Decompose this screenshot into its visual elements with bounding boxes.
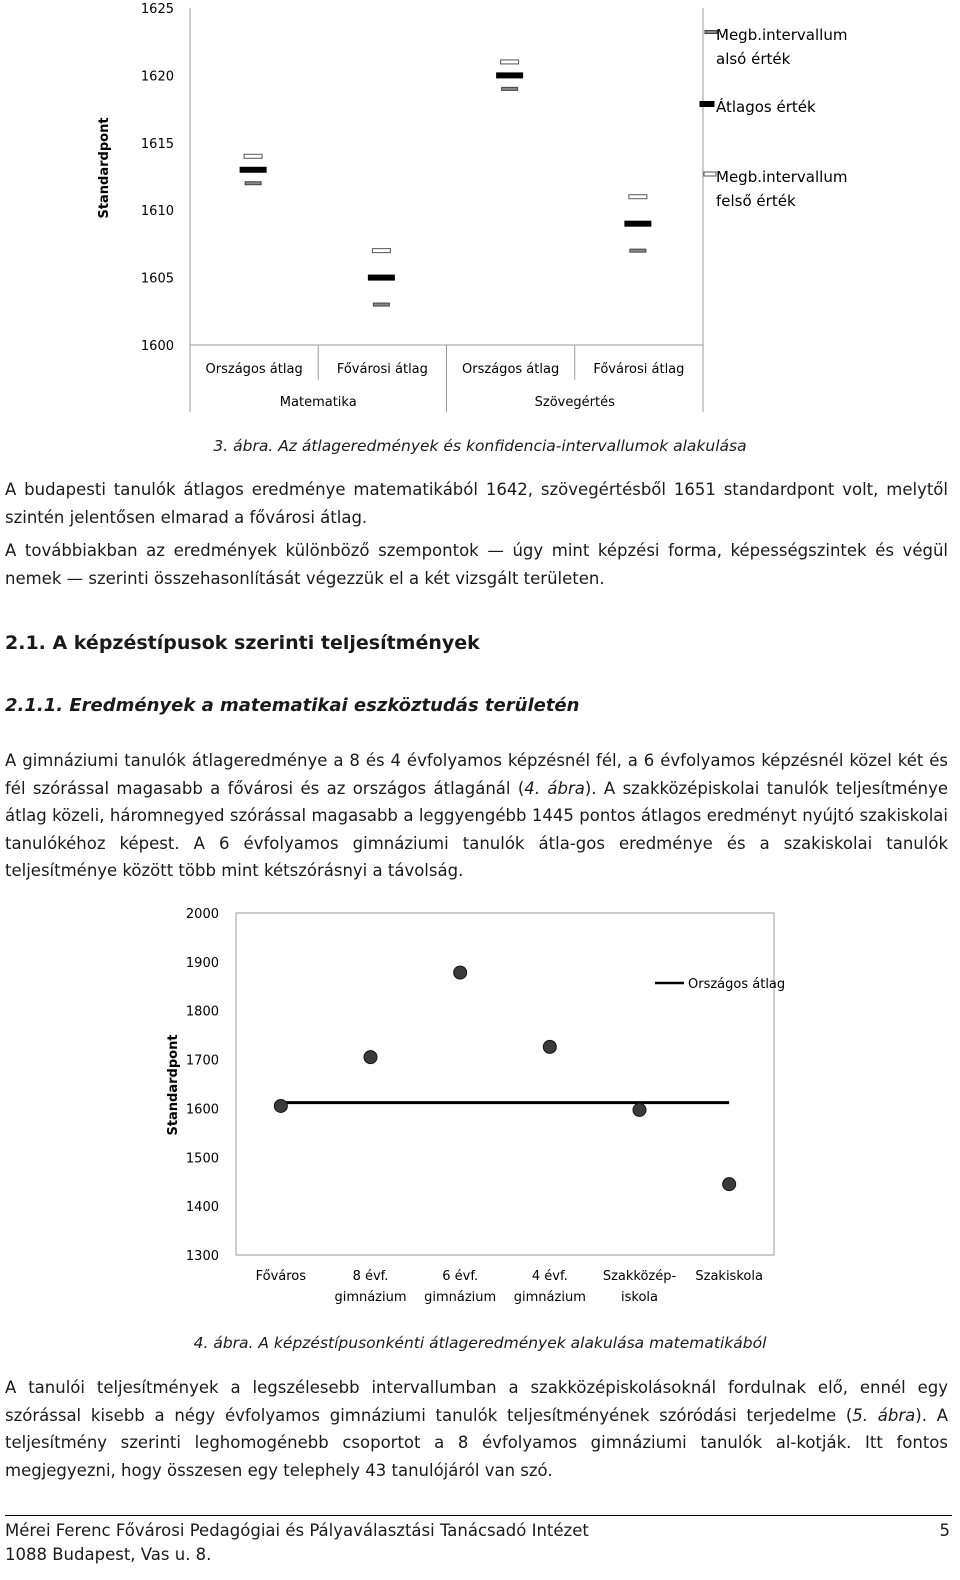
fig4-category-label: gimnázium: [424, 1290, 497, 1305]
figure-4-reference[interactable]: 4. ábra: [524, 778, 585, 798]
fig4-category-label: gimnázium: [334, 1290, 407, 1305]
fig3-category-label: Fővárosi átlag: [336, 362, 428, 377]
fig3-marks: [240, 60, 651, 306]
fig3-marker: [629, 195, 647, 199]
fig4-data-point: [543, 1040, 556, 1053]
fig3-legend: [700, 26, 847, 210]
fig4-data-point: [454, 966, 467, 979]
fig4-tick-label: 1700: [185, 1053, 219, 1069]
fig4-legend-label: Országos átlag: [688, 977, 786, 992]
paragraph-budapest-results: A budapesti tanulók átlagos eredménye matematikából 1642, szövegértésből 1651 standardpont volt, melytől szintén jelentősen elmarad a fővárosi átlag.: [5, 480, 948, 527]
fig3-tick-label: 1615: [140, 136, 174, 152]
fig3-tick-label: 1625: [140, 2, 174, 17]
fig4-category-label: Szakközép-: [602, 1269, 677, 1284]
fig3-marker: [630, 249, 646, 252]
fig3-legend-swatch: [704, 172, 716, 176]
fig3-legend-swatch: [700, 102, 714, 107]
fig4-axes: [166, 907, 774, 1305]
fig4-tick-label: 2000: [185, 907, 219, 922]
fig3-axes: [97, 2, 703, 412]
page-number: 5: [939, 1521, 950, 1540]
fig3-tick-label: 1610: [140, 204, 174, 220]
fig3-legend-label: Megb.intervallum: [716, 26, 848, 44]
fig3-marker: [373, 303, 389, 306]
fig4-data-point: [633, 1103, 646, 1116]
fig3-y-axis-label: Standardpont: [97, 117, 112, 219]
fig3-marker: [240, 167, 266, 172]
fig3-legend-label: alsó érték: [716, 50, 791, 68]
fig3-marker: [244, 154, 262, 158]
fig3-tick-label: 1605: [140, 271, 174, 287]
footer-address: 1088 Budapest, Vas u. 8.: [5, 1545, 212, 1564]
paragraph-comparison-intro: A továbbiakban az eredmények különböző szempontok — úgy mint képzési forma, képességszintek és végül nemek — szerinti összehasonlítását végezzük el a két vizsgált területen.: [5, 541, 948, 588]
fig4-plot-border: [236, 913, 774, 1255]
fig4-category-label: gimnázium: [513, 1290, 586, 1305]
footer-institute: Mérei Ferenc Fővárosi Pedagógiai és Pályaválasztási Tanácsadó Intézet: [5, 1521, 589, 1540]
fig4-category-label: iskola: [621, 1290, 658, 1305]
fig3-marker: [501, 60, 519, 64]
fig4-data-point: [723, 1178, 736, 1191]
figure-3-caption: 3. ábra. Az átlageredmények és konfidencia-intervallumok alakulása: [213, 437, 747, 455]
fig3-category-label: Országos átlag: [205, 362, 303, 377]
fig4-marks: [274, 966, 785, 1191]
figure-5-reference[interactable]: 5. ábra: [852, 1405, 916, 1425]
fig3-group-label: Matematika: [279, 395, 357, 410]
section-heading-2-1: 2.1. A képzéstípusok szerinti teljesítmények: [5, 632, 480, 654]
fig3-legend-label: Megb.intervallum: [716, 168, 848, 186]
section-heading-2-1-1: 2.1.1. Eredmények a matematikai eszköztudás területén: [5, 695, 580, 716]
fig3-marker: [372, 249, 390, 253]
fig4-category-label: 6 évf.: [442, 1269, 479, 1284]
paragraph-gymnasium-results: A gimnáziumi tanulók átlageredménye a 8 és 4 évfolyamos képzésnél fél, a 6 évfolyamos képzésnél közel két és fél szórással magasabb a fővárosi és az országos átlagánál (4. ábra). A szakközépiskolai tanulók teljesítménye átlag közeli, háromnegyed szórással magasabb a leggyengébb 1445 pontos átlagos eredményt nyújtó szakiskolai tanulókéhoz képest. A 6 évfolyamos gimnáziumi tanulók átla-gos eredménye és a szakiskolai tanulók teljesítménye között több mint kétszórásnyi a távolság.: [5, 751, 949, 880]
fig4-category-label: Főváros: [255, 1269, 307, 1284]
fig3-category-label: Országos átlag: [462, 362, 560, 377]
fig3-marker: [625, 221, 651, 226]
fig4-data-point: [274, 1099, 287, 1112]
fig4-tick-label: 1300: [185, 1249, 219, 1264]
fig3-marker: [245, 182, 261, 185]
figure-4-caption: 4. ábra. A képzéstípusonkénti átlageredmények alakulása matematikából: [193, 1334, 767, 1352]
fig3-legend-label: Átlagos érték: [716, 98, 816, 116]
fig4-tick-label: 1900: [185, 955, 219, 971]
fig3-marker: [497, 73, 523, 78]
footer-divider: [5, 1515, 952, 1516]
fig3-group-label: Szövegértés: [534, 395, 615, 410]
fig4-tick-label: 1400: [185, 1200, 219, 1216]
fig4-category-label: 4 évf.: [531, 1269, 568, 1284]
figure-4-chart: [0, 895, 960, 1315]
fig4-category-label: 8 évf.: [352, 1269, 389, 1284]
fig4-tick-label: 1800: [185, 1004, 219, 1020]
fig3-legend-label: felső érték: [716, 192, 796, 210]
fig3-marker: [502, 87, 518, 90]
fig4-category-label: Szakiskola: [695, 1269, 763, 1284]
fig4-data-point: [364, 1051, 377, 1064]
fig4-tick-label: 1500: [185, 1151, 219, 1167]
fig3-tick-label: 1620: [140, 69, 174, 85]
paragraph-spread-results: A tanulói teljesítmények a legszélesebb intervallumban a szakközépiskolásoknál fordulnak elő, ennél egy szórással kisebb a négy évfolyamos gimnáziumi tanulók teljesítményének szóródási terjedelme (5. ábra). A teljesítmény szerinti leghomogénebb csoportot a 8 évfolyamos gimnáziumi tanulók al-kotják. Itt fontos megjegyezni, hogy összesen egy telephely 43 tanulójáról van szó.: [5, 1378, 949, 1480]
fig3-category-label: Fővárosi átlag: [593, 362, 685, 377]
figure-3-chart: [0, 0, 960, 425]
fig4-tick-label: 1600: [185, 1102, 219, 1118]
fig4-y-axis-label: Standardpont: [166, 1034, 181, 1136]
fig3-tick-label: 1600: [140, 339, 174, 354]
fig3-marker: [368, 275, 394, 280]
